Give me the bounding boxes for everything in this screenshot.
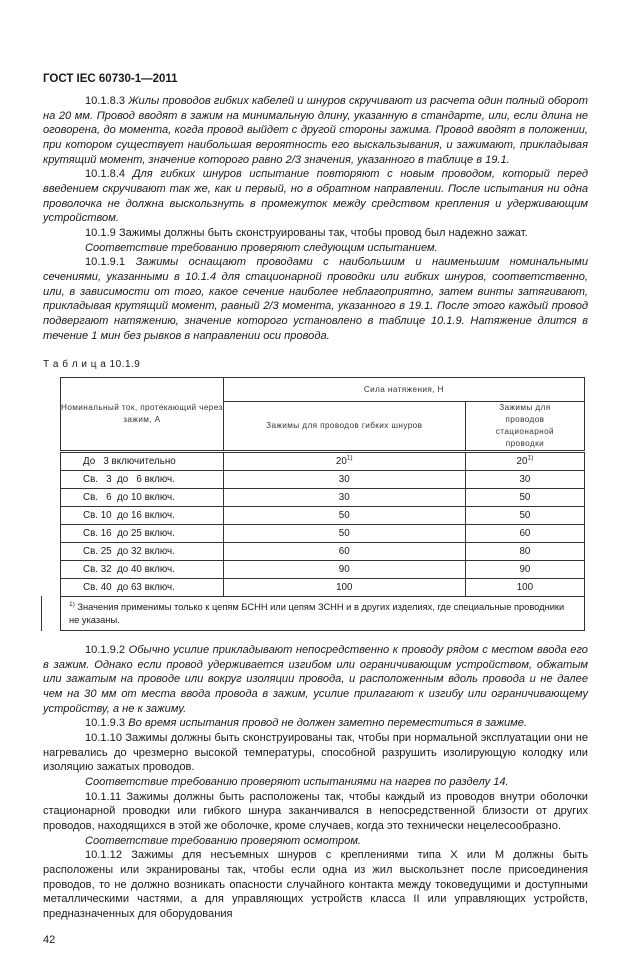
paragraph: [43, 643, 588, 716]
cell-flex: 100: [223, 579, 465, 597]
paragraph: [43, 255, 588, 343]
clause-number: 10.1.9.1: [85, 256, 126, 269]
clause-text: Обычно усилие прикладывают непосредственно к проводу рядом с местом ввода его в зажим. Однако если провод удерживается изгибом или ограничивающим устройством, обжатым или зажатым на проводе или вокруг изоляции провода, и расположенным вдоль провода и не далее чем на 30 мм от места ввода провода в зажим, усилие прилагают к изгибу или ограничивающему устройству, а не к зажиму.: [43, 644, 588, 715]
col-header-fixed: Зажимы для проводов стационарной проводки: [465, 402, 584, 452]
clause-number: 10.1.9: [85, 226, 116, 239]
paragraph: [43, 241, 588, 256]
cell-flex: 30: [223, 489, 465, 507]
clause-text: Соответствие требованию проверяют осмотром.: [85, 834, 362, 847]
clause-text: Зажимы должны быть сконструированы так, чтобы при нормальной эксплуатации они не нагревались до чрезмерно высокой температуры, способной разрушить изолирующую колодку или изоляцию зажатых проводов.: [43, 732, 588, 774]
paragraph: [43, 790, 588, 834]
table-row: [61, 561, 585, 579]
page: [43, 0, 588, 967]
paragraph: [43, 775, 588, 790]
bottom-text: [43, 643, 588, 921]
table-footnote: $^{1)}$ Значения применимы только к цепям БСНН или цепям ЗСНН и в других изделиях, где специальные проводники не указаны.: [61, 597, 585, 631]
cell-current: До 3 включительно: [61, 452, 224, 471]
cell-flex: 50: [223, 525, 465, 543]
cell-fixed: 20$^{1)}$: [465, 452, 584, 471]
clause-number: 10.1.8.4: [85, 168, 126, 181]
table-row: [61, 471, 585, 489]
paragraph: [43, 834, 588, 849]
cell-flex: 90: [223, 561, 465, 579]
paragraph: [43, 94, 588, 167]
tension-table: [60, 377, 585, 631]
cell-current: Св. 25 до 32 включ.: [61, 543, 224, 561]
clause-number: 10.1.11: [85, 790, 122, 803]
clause-number: 10.1.10: [85, 732, 123, 745]
cell-flex: 30: [223, 471, 465, 489]
clause-text: Жилы проводов гибких кабелей и шнуров скручивают из расчета один полный оборот на 20 мм. Провод вводят в зажим на минимальную длину, указанную в стандарте, или, если длина не оговорена, до момента, когда провод выйдет с другой стороны зажима. Провод вводят в положении, при котором существует наибольшая вероятность его выскальзывания, и зажимают, прикладывая крутящий момент, значение которого равно 2/3 значения, указанного в таблице в 19.1.: [43, 95, 588, 166]
cell-current: Св. 10 до 16 включ.: [61, 507, 224, 525]
cell-fixed: 50: [465, 507, 584, 525]
clause-number: 10.1.8.3: [85, 95, 126, 107]
cell-fixed: 100: [465, 579, 584, 597]
cell-fixed: 50: [465, 489, 584, 507]
table-row: [61, 579, 585, 597]
page-number: 42: [43, 933, 56, 946]
cell-fixed: 30: [465, 471, 584, 489]
cell-current: Св. 16 до 25 включ.: [61, 525, 224, 543]
cell-flex: 60: [223, 543, 465, 561]
top-text: [43, 94, 588, 343]
clause-number: 10.1.9.3: [85, 717, 126, 730]
paragraph: [43, 848, 588, 921]
cell-fixed: 90: [465, 561, 584, 579]
clause-text: Зажимы оснащают проводами с наибольшим и наименьшим номинальными сечениями, указанными в 10.1.4 для стационарной проводки или гибких шнуров, соответственно, или, в зависимости от того, какое сечение наиболее неблагоприятно, затем винты затягивают, прикладывая крутящий момент, равный 2/3 момента, указанного в 19.1. После этого каждый провод подвергают натяжению, значение которого установлено в таблице 10.1.9. Натяжение длится в течение 1 мин без рывков в направлении оси провода.: [43, 256, 588, 342]
table-caption: Т а б л и ц а 10.1.9: [43, 359, 141, 371]
paragraph: [43, 167, 588, 226]
clause-text: Во время испытания провод не должен заметно переместиться в зажиме.: [128, 717, 527, 730]
table-row: [61, 489, 585, 507]
group-header-tension: Сила натяжения, Н: [223, 378, 584, 402]
clause-text: Соответствие требованию проверяют испытаниями на нагрев по разделу 14.: [85, 776, 509, 789]
clause-text: Для гибких шнуров испытание повторяют с новым проводом, который перед введением скручивают так же, как и первый, но в обратном направлении. После испытания ни одна проволочка не должна выскользнуть в промежуток между средством крепления и удерживающим устройством.: [43, 168, 588, 225]
cell-fixed: 80: [465, 543, 584, 561]
cell-current: Св. 3 до 6 включ.: [61, 471, 224, 489]
cell-current: Св. 6 до 10 включ.: [61, 489, 224, 507]
col-header-current: Номинальный ток, протекающий через зажим, А: [61, 378, 224, 452]
cell-fixed: 60: [465, 525, 584, 543]
document-header: ГОСТ IEC 60730-1—2011: [43, 73, 178, 85]
table-row: [61, 452, 585, 471]
clause-number: 10.1.9.2: [85, 644, 126, 657]
clause-text: Соответствие требованию проверяют следующим испытанием.: [85, 241, 438, 254]
cell-flex: 20$^{1)}$: [223, 452, 465, 471]
revision-mark: [41, 596, 42, 631]
cell-current: Св. 40 до 63 включ.: [61, 579, 224, 597]
clause-text: Зажимы должны быть сконструированы так, чтобы провод был надежно зажат.: [118, 226, 528, 239]
col-header-flex: Зажимы для проводов гибких шнуров: [223, 402, 465, 452]
table-row: [61, 507, 585, 525]
paragraph: [43, 226, 588, 241]
table-row: [61, 525, 585, 543]
cell-flex: 50: [223, 507, 465, 525]
cell-current: Св. 32 до 40 включ.: [61, 561, 224, 579]
clause-number: 10.1.12: [85, 849, 123, 862]
table-row: [61, 543, 585, 561]
table-container: [60, 377, 585, 631]
clause-text: Зажимы должны быть расположены так, чтобы каждый из проводов внутри оболочки стационарной проводки или гибкого шнура заканчивался в непосредственной близости от других проводов, находящихся в этой же оболочке, кроме случаев, когда это технически нецелесообразно.: [43, 790, 588, 833]
paragraph: [43, 731, 588, 775]
paragraph: [43, 716, 588, 731]
clause-text: Зажимы для несъемных шнуров с креплениями типа X или M должны быть расположены или экранированы так, чтобы если одна из жил выскользнет после присоединения проводов, то не должно возникать опасности случайного контакта между токоведущими и доступными металлическими частями, а для управляющих устройств класса II или управляющих устройств, предназначенных для оборудования: [43, 849, 588, 920]
